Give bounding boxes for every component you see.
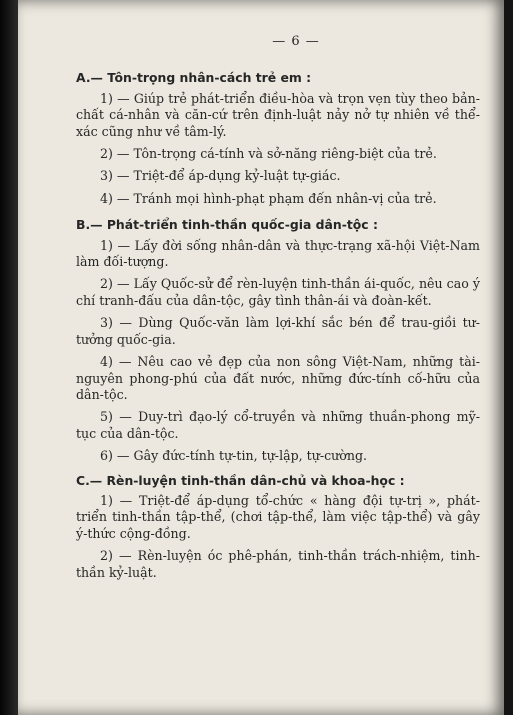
section-b-item-5: 5) — Duy-trì đạo-lý cổ-truyền và những thuần-phong mỹ-tục của dân-tộc.	[76, 409, 480, 441]
section-a-heading: A.— Tôn-trọng nhân-cách trẻ em :	[76, 70, 312, 86]
page-number: — 6 —	[272, 34, 320, 49]
section-b-item-2: 2) — Lấy Quốc-sử để rèn-luyện tinh-thần ái-quốc, nêu cao ý chí tranh-đấu của dân-tộc, gây tình thân-ái và đoàn-kết.	[76, 276, 480, 308]
section-b-item-3: 3) — Dùng Quốc-văn làm lợi-khí sắc bén để trau-giồi tư-tưởng quốc-gia.	[76, 315, 480, 347]
section-a-item-4: 4) — Tránh mọi hình-phạt phạm đến nhân-vị của trẻ.	[100, 190, 437, 206]
section-b-item-4: 4) — Nêu cao vẻ đẹp của non sông Việt-Nam, những tài-nguyên phong-phú của đất nước, những đức-tính cố-hữu của dân-tộc.	[76, 354, 480, 402]
section-a-item-1: 1) — Giúp trẻ phát-triển điều-hòa và trọn vẹn tùy theo bản-chất cá-nhân và căn-cứ trên định-luật nảy nở tự nhiên về thể-xác cũng như về tâm-lý.	[76, 90, 480, 139]
book-gutter-shadow	[0, 0, 18, 715]
section-a-item-2: 2) — Tôn-trọng cá-tính và sở-năng riêng-biệt của trẻ.	[100, 146, 437, 162]
section-a-item-3: 3) — Triệt-để áp-dụng kỷ-luật tự-giác.	[100, 168, 341, 184]
section-b-item-6: 6) — Gây đức-tính tự-tin, tự-lập, tự-cường.	[100, 448, 368, 464]
section-c-item-1: 1) — Triệt-để áp-dụng tổ-chức « hàng đội tự-trị », phát-triển tinh-thần tập-thể, (chơi tập-thể, làm việc tập-thể) và gây ý-thức cộng-đồng.	[76, 492, 480, 541]
section-c-item-2: 2) — Rèn-luyện óc phê-phán, tinh-thần trách-nhiệm, tinh-thần kỷ-luật.	[76, 548, 480, 580]
section-b-item-1: 1) — Lấy đời sống nhân-dân và thực-trạng xã-hội Việt-Nam làm đối-tượng.	[76, 237, 480, 270]
book-page	[18, 0, 504, 715]
page-text-block	[76, 34, 480, 587]
section-b-heading: B.— Phát-triển tinh-thần quốc-gia dân-tộc :	[76, 217, 378, 233]
section-c-heading: C.— Rèn-luyện tinh-thần dân-chủ và khoa-học :	[76, 472, 405, 488]
